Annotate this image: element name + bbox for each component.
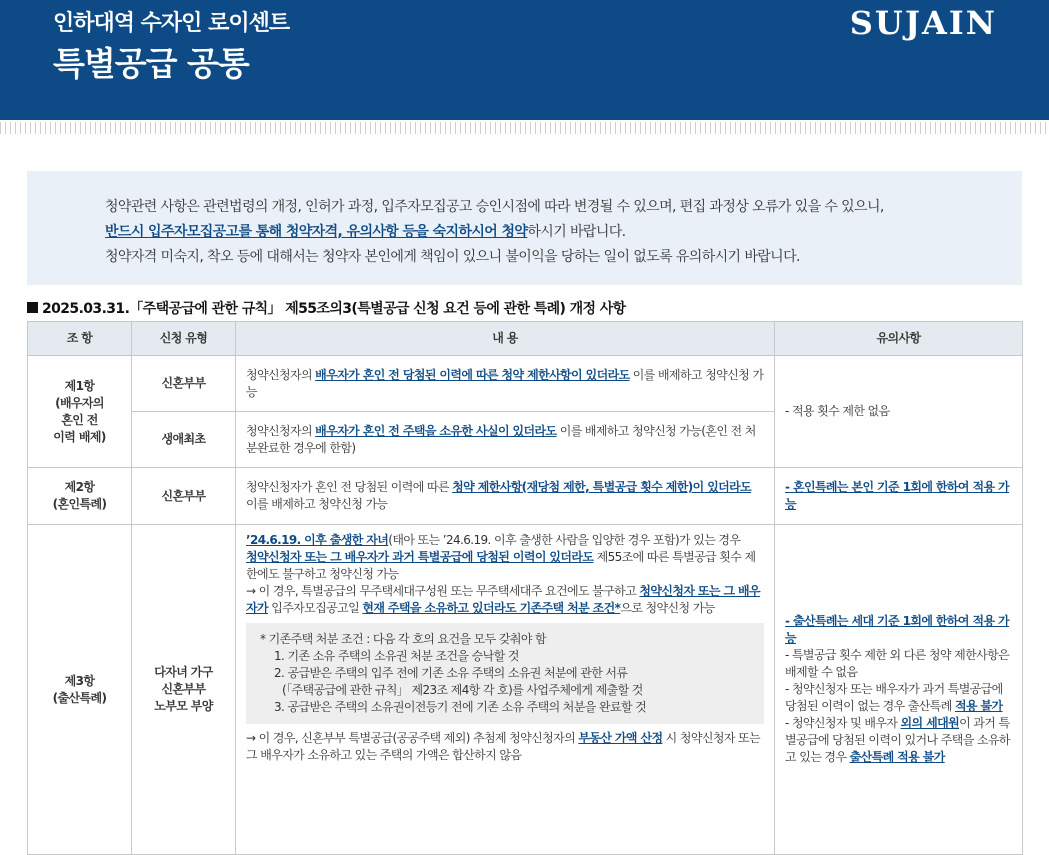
article-1-content-2 <box>236 412 775 468</box>
notice-line-1: 청약관련 사항은 관련법령의 개정, 인허가 과정, 입주자모집공고 승인시점에 따라 변경될 수 있으며, 편집 과정상 오류가 있을 수 있으니, <box>105 199 884 215</box>
box-line: 1. 기존 소유 주택의 소유권 처분 조건을 승낙할 것 <box>274 649 519 663</box>
special-supply-table <box>27 321 1023 855</box>
table-row <box>28 468 1023 525</box>
highlight-text: 부동산 가액 산정 <box>578 731 663 745</box>
text: (태아 또는 ’24.6.19. 이후 출생한 사람을 입양한 경우 포함)가 있는 경우 <box>388 533 741 547</box>
header-type: 신청 유형 <box>132 322 236 356</box>
text: → 이 경우, 특별공급의 무주택세대구성원 또는 무주택세대주 요건에도 불구하고 <box>246 584 640 598</box>
article-3-types: 다자녀 가구 신혼부부 노부모 부양 <box>132 525 236 855</box>
text: 청약신청자의 <box>246 367 316 382</box>
notice-emphasis: 반드시 입주자모집공고를 통해 청약자격, 유의사항 등을 숙지하시어 청약 <box>105 224 528 240</box>
type-newlywed: 신혼부부 <box>132 468 236 525</box>
square-bullet-icon <box>27 302 38 313</box>
header-content: 내 용 <box>236 322 775 356</box>
content-para-1 <box>246 532 764 549</box>
table-header-row <box>28 322 1023 356</box>
table-row <box>28 525 1023 855</box>
highlight-text: 배우자가 혼인 전 주택을 소유한 사실이 있더라도 <box>315 423 557 438</box>
project-name: 인하대역 수자인 로이센트 <box>53 11 290 36</box>
section-heading <box>27 298 626 318</box>
box-line: 2. 공급받은 주택의 입주 전에 기존 소유 주택의 소유권 처분에 관한 서류 <box>274 666 628 680</box>
highlight-text: 청약신청자 또는 그 배우자가 <box>246 584 761 615</box>
box-line: * 기존주택 처분 조건 : 다음 각 호의 요건을 모두 갖춰야 함 <box>260 632 547 646</box>
highlight-text: 청약신청자 또는 그 배우자가 과거 특별공급에 당첨된 이력이 있더라도 <box>246 550 594 564</box>
notice-line-2 <box>105 221 626 241</box>
highlight-text: ’24.6.19. 이후 출생한 자녀 <box>246 533 389 547</box>
highlight-text: 외의 세대원 <box>900 716 960 730</box>
highlight-text: 출산특례 적용 불가 <box>849 750 945 764</box>
article-2-note <box>775 468 1023 525</box>
note-item <box>785 715 1012 766</box>
section-title: 2025.03.31.「주택공급에 관한 규칙」 제55조의3(특별공급 신청 요건 등에 관한 특례) 개정 사항 <box>42 301 626 317</box>
note-item <box>785 613 1012 647</box>
page-header <box>0 0 1049 120</box>
highlight-text: - 혼인특례는 본인 기준 1회에 한하여 적용 가능 <box>785 480 1010 511</box>
text: - 청약신청자 및 배우자 <box>785 716 901 730</box>
header-article: 조 항 <box>28 322 132 356</box>
content-para-4 <box>246 730 764 764</box>
text: 청약신청자의 <box>246 423 316 438</box>
text: 이를 배제하고 청약신청 가능 <box>246 497 388 511</box>
highlight-text: - 출산특례는 세대 기준 1회에 한하여 적용 가능 <box>785 614 1010 645</box>
text: 이를 배제하고 청약신청 가능 <box>246 367 764 399</box>
type-newlywed: 신혼부부 <box>132 356 236 412</box>
table-row <box>28 356 1023 412</box>
content-para-2 <box>246 549 764 583</box>
text: → 이 경우, 신혼부부 특별공급(공공주택 제외) 추첨제 청약신청자의 <box>246 731 579 745</box>
article-3-title: 제3항 (출산특례) <box>28 525 132 855</box>
article-2-title: 제2항 (혼인특례) <box>28 468 132 525</box>
box-line: 3. 공급받은 주택의 소유권이전등기 전에 기존 소유 주택의 처분을 완료할 것 <box>274 700 647 714</box>
box-line: (「주택공급에 관한 규칙」 제23조 제4항 각 호)를 사업주체에게 제출할 것 <box>282 683 643 697</box>
type-first-home: 생애최초 <box>132 412 236 468</box>
text: - 청약신청자 또는 배우자가 과거 특별공급에 당첨된 이력이 없는 경우 출산특례 <box>785 682 1003 713</box>
article-3-content <box>236 525 775 855</box>
article-3-notes <box>775 525 1023 855</box>
text: 이 과거 특별공급에 당첨된 이력이 있거나 주택을 소유하고 있는 경우 <box>785 716 1010 764</box>
brand-logo: SUJAIN <box>849 4 997 42</box>
disposal-condition-box <box>246 623 764 724</box>
notice-line-3: 청약자격 미숙지, 착오 등에 대해서는 청약자 본인에게 책임이 있으니 불이익을 당하는 일이 없도록 유의하시기 바랍니다. <box>105 249 800 265</box>
note-item: - 특별공급 횟수 제한 외 다른 청약 제한사항은 배제할 수 없음 <box>785 648 1010 679</box>
notice-box <box>27 171 1022 285</box>
note-item <box>785 681 1012 715</box>
highlight-text: 적용 불가 <box>954 699 1003 713</box>
highlight-text: 배우자가 혼인 전 당첨된 이력에 따른 청약 제한사항이 있더라도 <box>315 367 630 382</box>
content-para-3 <box>246 583 764 617</box>
article-2-content <box>236 468 775 525</box>
text: 으로 청약신청 가능 <box>620 601 715 615</box>
text: 시 청약신청자 또는 그 배우자가 소유하고 있는 주택의 가액은 합산하지 않음 <box>246 731 761 762</box>
text: 청약신청자가 혼인 전 당첨된 이력에 따른 <box>246 480 453 494</box>
article-1-note: - 적용 횟수 제한 없음 <box>775 356 1023 468</box>
text: 제55조에 따른 특별공급 횟수 제한에도 불구하고 청약신청 가능 <box>246 550 756 581</box>
article-1-content-1 <box>236 356 775 412</box>
page-title: 특별공급 공통 <box>53 44 249 83</box>
header-notes: 유의사항 <box>775 322 1023 356</box>
highlight-text: 청약 제한사항(재당첨 제한, 특별공급 횟수 제한)이 있더라도 <box>452 480 752 494</box>
text: 이를 배제하고 청약신청 가능(혼인 전 처분완료한 경우에 한함) <box>246 423 756 455</box>
text: 입주자모집공고일 <box>267 601 363 615</box>
highlight-text: 현재 주택을 소유하고 있더라도 기존주택 처분 조건* <box>362 601 621 615</box>
notice-line-2-rest: 하시기 바랍니다. <box>527 224 626 240</box>
article-1-title: 제1항 (배우자의 혼인 전 이력 배제) <box>28 356 132 468</box>
decorative-stripe <box>0 122 1049 134</box>
